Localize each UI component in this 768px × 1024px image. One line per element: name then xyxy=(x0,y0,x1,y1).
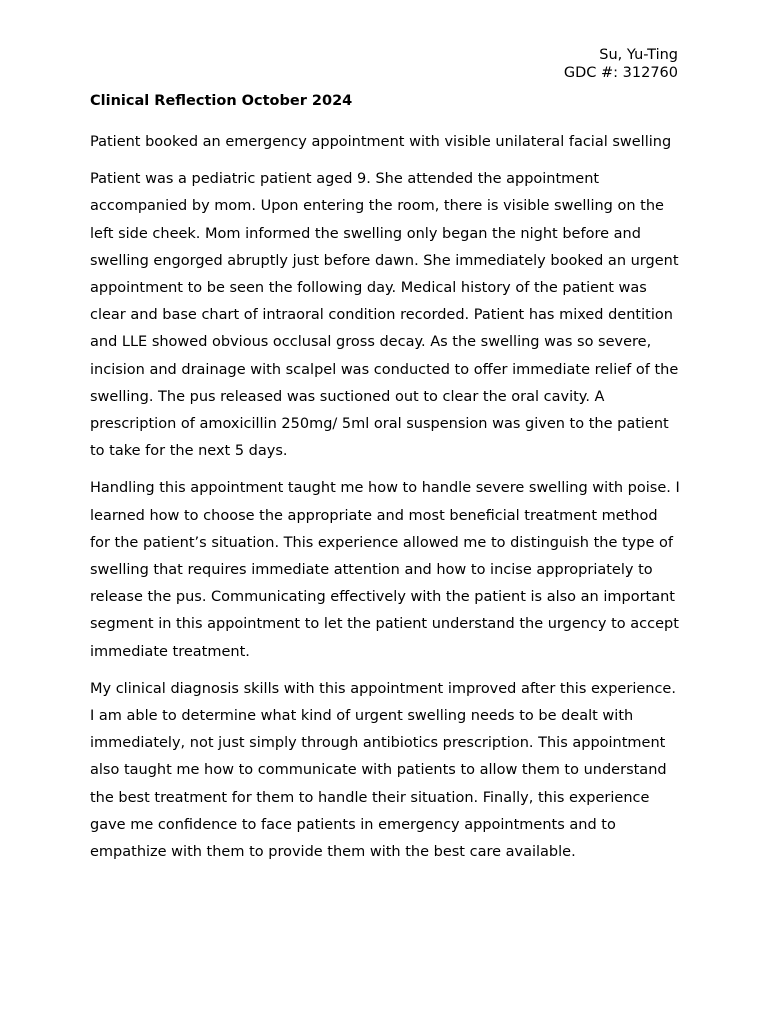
paragraph-learning: Handling this appointment taught me how to handle severe swelling with poise. I learned how to choose the appropriate and most beneficial treatment method for the patient’s situation. This experience allowed me to distinguish the type of swelling that requires immediate attention and how to incise appropriately to release the pus. Communicating effectively with the patient is also an important segment in this appointment to let the patient understand the urgency to accept immediate treatment. xyxy=(90,480,680,660)
author-name: Su, Yu-Ting xyxy=(599,47,678,63)
paragraph-presenting-complaint: Patient booked an emergency appointment with visible unilateral facial swelling xyxy=(90,134,672,150)
gdc-number: GDC #: 312760 xyxy=(563,65,678,81)
paragraph-reflection: My clinical diagnosis skills with this appointment improved after this experience. I am able to determine what kind of urgent swelling needs to be dealt with immediately, not just simply through antibiotics prescription. This appointment also taught me how to communicate with patients to allow them to understand the best treatment for them to handle their situation. Finally, this experience gave me confidence to face patients in emergency appointments and to empathize with them to provide them with the best care available. xyxy=(90,680,676,861)
document-body xyxy=(90,92,680,876)
document-header xyxy=(564,46,678,82)
document-title: Clinical Reflection October 2024 xyxy=(90,93,353,109)
paragraph-case-description: Patient was a pediatric patient aged 9. She attended the appointment accompanied by mom. Upon entering the room, there is visible swelling on the left side cheek. Mom informed the swelling only began the night before and swelling engorged abruptly just before dawn. She immediately booked an urgent appointment to be seen the following day. Medical history of the patient was clear and base chart of intraoral condition recorded. Patient has mixed dentition and LLE showed obvious occlusal gross decay. As the swelling was so severe, incision and drainage with scalpel was conducted to offer immediate relief of the swelling. The pus released was suctioned out to clear the oral cavity. A prescription of amoxicillin 250mg/ 5ml oral suspension was given to the patient to take for the next 5 days. xyxy=(90,171,679,460)
